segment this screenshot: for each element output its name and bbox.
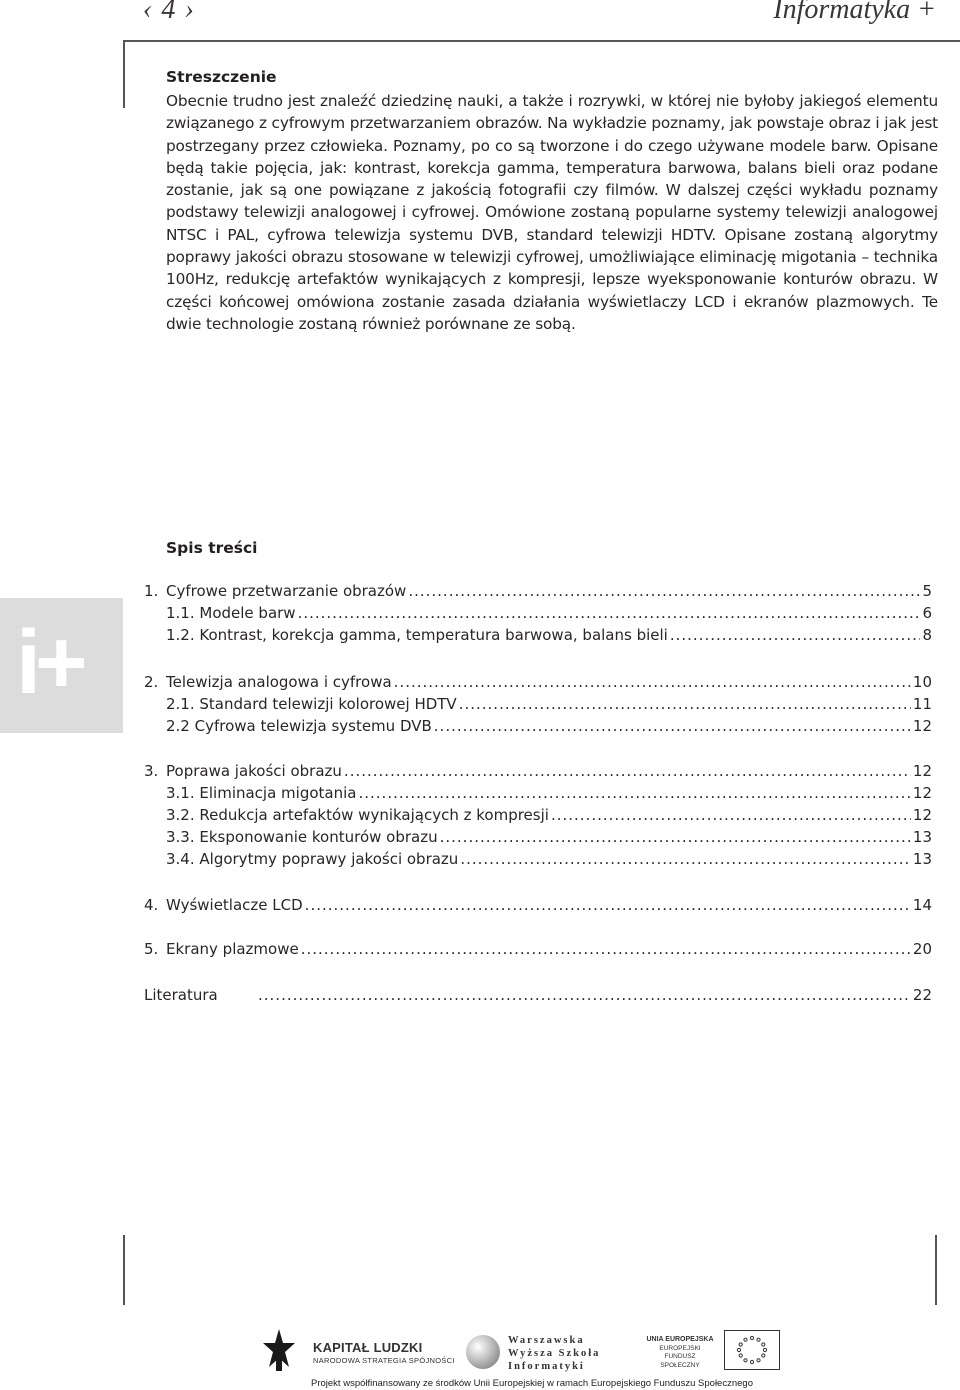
toc-leader-dots [344,762,911,780]
toc-leader-dots [305,896,911,914]
toc-entry-number: 3. [144,762,159,780]
toc-entry-page: 20 [912,940,932,958]
toc-entry-page: 12 [912,806,932,824]
toc-entry [144,604,932,626]
toc-heading: Spis treści [166,539,258,557]
toc-entry [144,986,932,1008]
eu-flag-icon [724,1330,780,1370]
toc-entry [144,582,932,604]
toc-entry [144,626,932,648]
summary-heading: Streszczenie [166,68,277,86]
toc-entry [144,695,932,717]
toc-entry-number: 4. [144,896,159,914]
toc-entry-page: 12 [912,717,932,735]
toc-leader-dots [408,582,920,600]
toc-entry-page: 5 [922,582,932,600]
book-title: Informatyka + [773,0,936,25]
toc-entry-page: 13 [912,828,932,846]
toc-leader-dots [358,784,910,802]
summary-section [166,68,938,335]
toc-entry-title: Poprawa jakości obrazu [166,762,342,780]
ue-line-3: FUNDUSZ SPOŁECZNY [660,1353,700,1369]
toc-entry-title: Literatura [144,986,218,1004]
toc-entry [144,940,932,962]
wwsi-line-1: Warszawska [508,1335,585,1346]
toc-entry-title: Ekrany plazmowe [166,940,299,958]
side-tab [0,598,123,733]
wwsi-line-2: Wyższa Szkoła [508,1348,601,1359]
toc-entry-title: 3.3. Eksponowanie konturów obrazu [166,828,438,846]
toc-leader-dots [440,828,911,846]
toc-entry [144,896,932,918]
wwsi-logo-text [508,1334,600,1373]
toc-entry-page: 8 [922,626,932,644]
toc-entry-page: 10 [912,673,932,691]
toc-entry-title: Cyfrowe przetwarzanie obrazów [166,582,407,600]
toc-entry-number: 2. [144,673,159,691]
toc-entry-page: 12 [912,762,932,780]
toc-leader-dots [434,717,911,735]
funding-note: Projekt współfinansowany ze środków Unii Europejskiej w ramach Europejskiego Funduszu Społecznego [311,1378,753,1389]
toc-entry-page: 11 [912,695,932,713]
frame-top-line [123,40,960,42]
toc-entry-page: 13 [912,850,932,868]
toc-entry-page: 12 [912,784,932,802]
kapital-ludzki-logo-icon [262,1327,296,1373]
toc-entry-title: 3.4. Algorytmy poprawy jakości obrazu [166,850,459,868]
footer-logos [0,1320,960,1390]
ue-line-2: EUROPEJSKI [659,1344,701,1352]
toc-entry [144,673,932,695]
toc-leader-dots [670,626,921,644]
toc-entry-title: 2.2 Cyfrowa telewizja systemu DVB [166,717,432,735]
toc-entry [144,806,932,828]
toc-leader-dots [301,940,911,958]
toc-entry [144,784,932,806]
toc-entry-title: Wyświetlacze LCD [166,896,303,914]
frame-left-bottom-line [123,1235,125,1305]
toc-entry-title: Telewizja analogowa i cyfrowa [166,673,392,691]
toc-entry [144,717,932,739]
toc-leader-dots [551,806,911,824]
toc-leader-dots [298,604,921,622]
toc-entry [144,850,932,872]
frame-right-bottom-line [935,1235,937,1305]
toc-entry-page: 22 [912,986,932,1004]
toc-leader-dots [394,673,911,691]
page-number: ‹ 4 › [143,0,195,25]
kapital-ludzki-title: KAPITAŁ LUDZKI [313,1340,423,1355]
toc-entry-number: 1. [144,582,159,600]
ue-line-1: UNIA EUROPEJSKA [646,1336,714,1343]
toc-leader-dots [460,850,911,868]
toc-entry-title: 3.1. Eliminacja migotania [166,784,357,802]
wwsi-globe-icon [466,1335,500,1369]
toc-entry-title: 1.1. Modele barw [166,604,296,622]
toc-entry-title: 1.2. Kontrast, korekcja gamma, temperatura barwowa, balans bieli [166,626,668,644]
toc-entry-page: 6 [922,604,932,622]
toc-leader-dots [258,986,911,1004]
toc-entry-number: 5. [144,940,159,958]
toc-entry [144,762,932,784]
toc-entry-title: 3.2. Redukcja artefaktów wynikających z kompresji [166,806,549,824]
wwsi-line-3: Informatyki [508,1361,585,1372]
summary-body: Obecnie trudno jest znaleźć dziedzinę nauki, a także i rozrywki, w której nie byłoby jakiegoś elementu związanego z cyfrowym przetwarzaniem obrazów. Na wykładzie poznamy, jak powstaje obraz i jak jest postrzegany przez człowieka. Poznamy, po co są tworzone i do czego używane modele barw. Opisane będą takie pojęcia, jak: kontrast, korekcja gamma, temperatura barwowa, balans bieli oraz podane zostanie, jak są one powiązane z jakością fotografii czy filmów. W dalszej części wykładu poznamy podstawy telewizji analogowej i cyfrowej. Omówione zostaną popularne systemy telewizji analogowej NTSC i PAL, cyfrowa telewizja systemu DVB, standard telewizji HDTV. Opisane zostaną algorytmy poprawy jakości obrazu stosowane w telewizji cyfrowej, umożliwiające eliminację migotania – technika 100Hz, redukcję artefaktów wynikających z kompresji, lepsze wyeksponowanie konturów obrazu. W części końcowej omówiona zostanie zasada działania wyświetlaczy LCD i ekranów plazmowych. Te dwie technologie zostaną również porównane ze sobą. [166,92,938,333]
frame-left-line [123,40,125,108]
ue-text [645,1336,715,1370]
toc-entry [144,828,932,850]
side-tab-mark: i+ [16,613,82,713]
kapital-ludzki-subtitle: NARODOWA STRATEGIA SPÓJNOŚCI [313,1356,455,1365]
toc-leader-dots [459,695,911,713]
toc-entry-page: 14 [912,896,932,914]
toc-entry-title: 2.1. Standard telewizji kolorowej HDTV [166,695,457,713]
